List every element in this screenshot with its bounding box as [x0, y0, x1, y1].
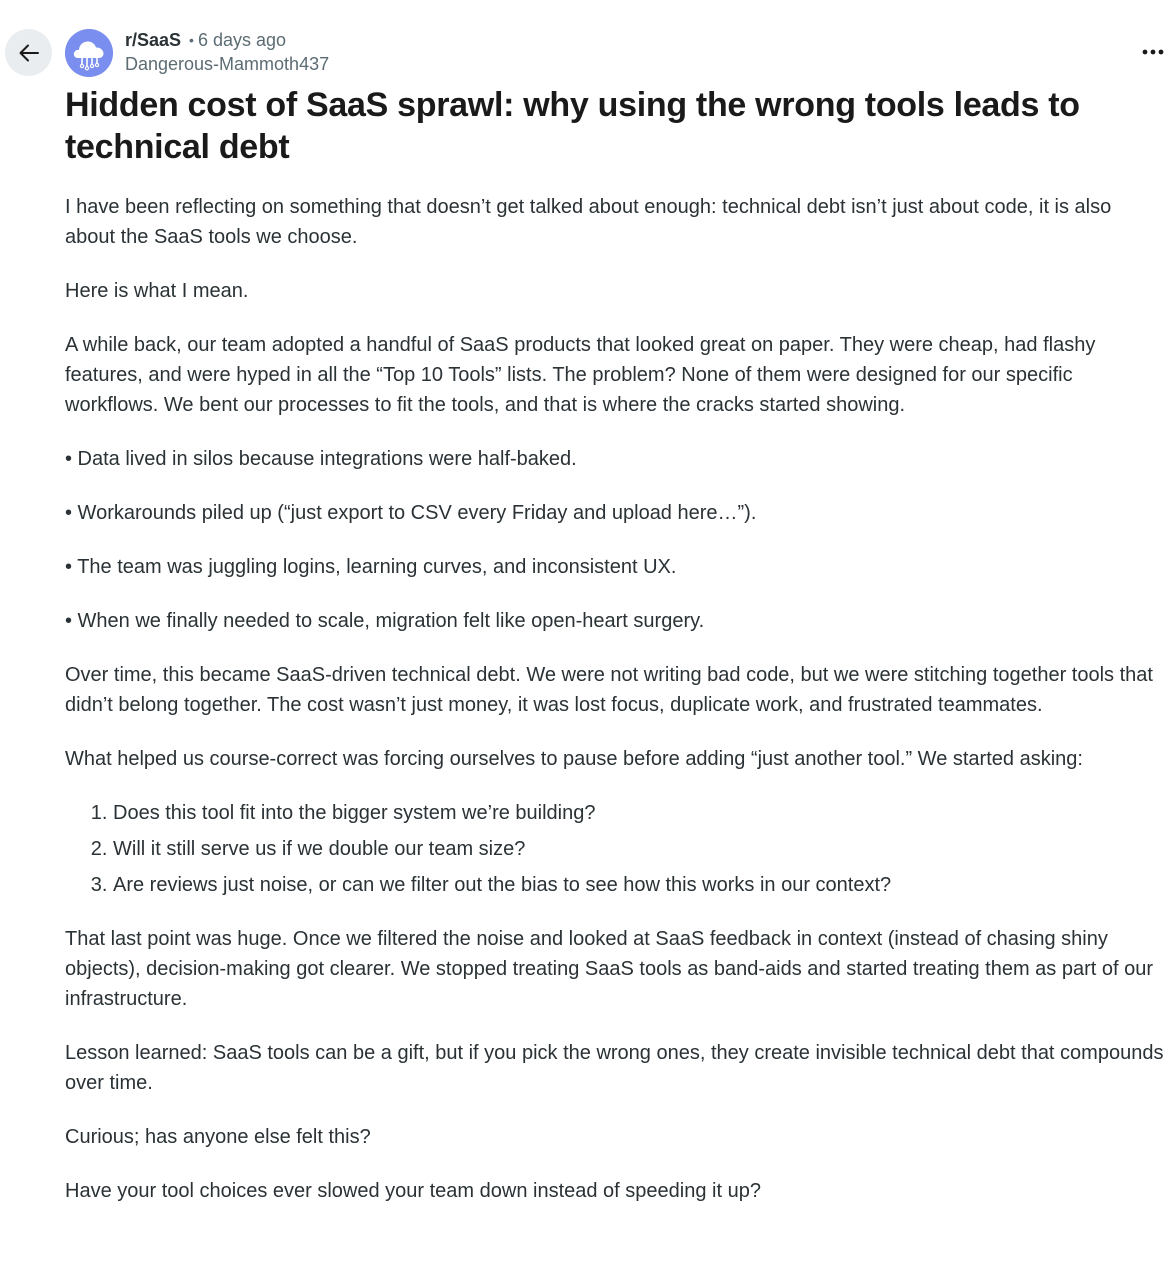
subreddit-avatar[interactable] — [65, 29, 113, 77]
paragraph-story: A while back, our team adopted a handful of SaaS products that looked great on paper. They were cheap, had flashy features, and were hyped in all the “Top 10 Tools” lists. The problem? None of them were designed for our specific workflows. We bent our processes to fit the tools, and that is where the cracks started showing. — [65, 334, 1096, 416]
list-item: 3. Are reviews just noise, or can we filter out the bias to see how this works in our context? — [113, 870, 1165, 900]
post-time: 6 days ago — [197, 30, 287, 50]
bullet-item: • When we finally needed to scale, migration felt like open-heart surgery. — [65, 610, 705, 632]
paragraph-intro: I have been reflecting on something that doesn’t get talked about enough: technical debt isn’t just about code, it is also about the SaaS tools we choose. — [65, 196, 1112, 248]
list-item: 2. Will it still serve us if we double our team size? — [113, 834, 1165, 864]
bullet-item: • Workarounds piled up (“just export to CSV every Friday and upload here…”). — [65, 502, 757, 524]
paragraph-question: Have your tool choices ever slowed your team down instead of speeding it up? — [65, 1180, 761, 1202]
post-title: Hidden cost of SaaS sprawl: why using the wrong tools leads to technical debt — [65, 86, 1080, 166]
back-button[interactable] — [5, 29, 52, 76]
paragraph-what-helped: What helped us course-correct was forcing ourselves to pause before adding “just another tool.” We started asking: — [65, 748, 1083, 770]
bullet-item: • Data lived in silos because integrations were half-baked. — [65, 448, 577, 470]
paragraph-over-time: Over time, this became SaaS-driven technical debt. We were not writing bad code, but we were stitching together tools that didn’t belong together. The cost wasn’t just money, it was lost focus, duplicate work, and frustrated teammates. — [65, 664, 1153, 716]
paragraph-last-point: That last point was huge. Once we filtered the noise and looked at SaaS feedback in context (instead of chasing shiny objects), decision-making got clearer. We stopped treating SaaS tools as band-aids and started treating them as part of our infrastructure. — [65, 928, 1154, 1010]
more-options-button[interactable] — [1139, 40, 1167, 64]
author-link[interactable]: Dangerous-Mammoth437 — [125, 54, 330, 74]
post-body — [65, 192, 1165, 1230]
cloud-circuit-icon — [65, 29, 113, 77]
paragraph-lesson: Lesson learned: SaaS tools can be a gift, but if you pick the wrong ones, they create invisible technical debt that compounds over time. — [65, 1042, 1164, 1094]
paragraph-here-is: Here is what I mean. — [65, 280, 249, 302]
list-item: 1. Does this tool fit into the bigger system we’re building? — [113, 798, 1165, 828]
questions-list — [65, 798, 1165, 900]
subreddit-link[interactable]: r/SaaS — [125, 30, 182, 50]
paragraph-curious: Curious; has anyone else felt this? — [65, 1126, 371, 1148]
arrow-left-icon — [17, 41, 41, 65]
more-horizontal-icon — [1142, 49, 1164, 55]
meta-separator: • — [189, 32, 194, 48]
bullet-item: • The team was juggling logins, learning curves, and inconsistent UX. — [65, 556, 677, 578]
post-meta — [125, 29, 329, 76]
